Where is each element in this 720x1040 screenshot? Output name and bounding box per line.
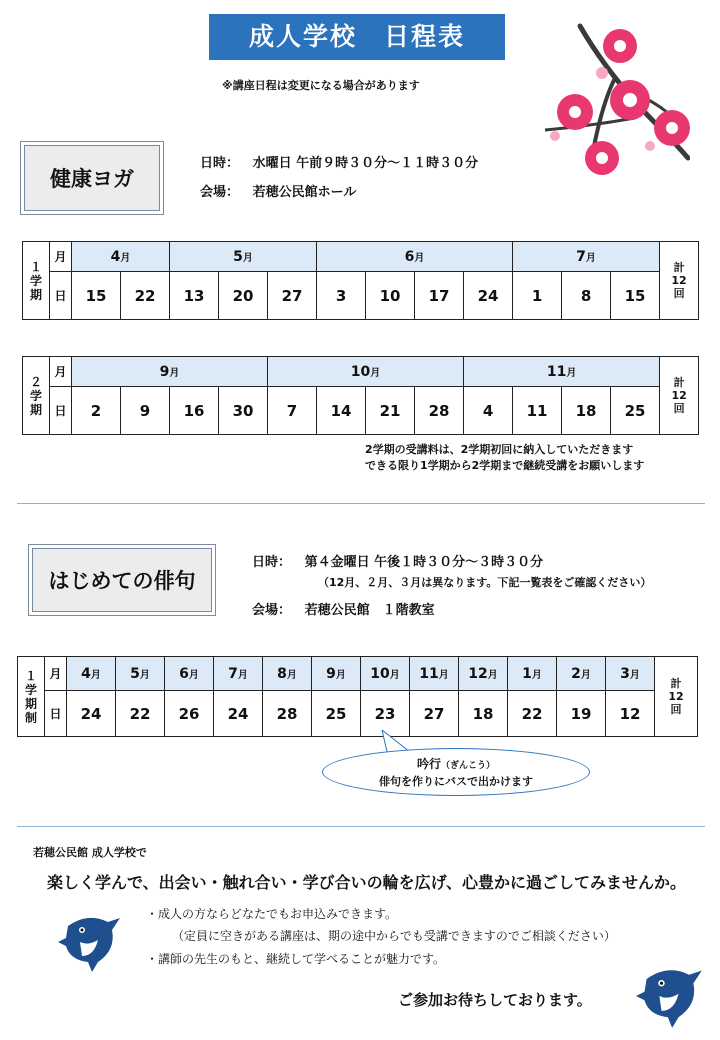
month-cell: 7月	[214, 657, 263, 691]
day-cell: 26	[165, 691, 214, 737]
ginko-bubble	[322, 748, 590, 796]
month-cell: 10月	[361, 657, 410, 691]
month-cell: 6月	[165, 657, 214, 691]
day-cell: 18	[562, 387, 611, 435]
day-cell: 15	[72, 272, 121, 320]
term-label: ２学期	[23, 357, 50, 435]
yoga-term1-table	[22, 241, 699, 320]
month-cell: 10月	[268, 357, 464, 387]
blue-bird-icon	[58, 912, 122, 974]
month-cell: 8月	[263, 657, 312, 691]
day-cell: 22	[508, 691, 557, 737]
day-header: 日	[50, 387, 72, 435]
day-cell: 12	[606, 691, 655, 737]
footer-org: 若穂公民館 成人学校で	[33, 846, 147, 859]
day-cell: 15	[611, 272, 660, 320]
day-cell: 28	[263, 691, 312, 737]
month-cell: 11月	[410, 657, 459, 691]
course-name: 健康ヨガ	[50, 167, 134, 191]
month-cell: 11月	[464, 357, 660, 387]
month-cell: 1月	[508, 657, 557, 691]
month-cell: 4月	[72, 242, 170, 272]
day-header: 日	[50, 272, 72, 320]
day-cell: 10	[366, 272, 415, 320]
bullet-1: ・成人の方ならどなたでもお申込みできます。	[146, 907, 398, 921]
month-cell: 12月	[459, 657, 508, 691]
day-cell: 21	[366, 387, 415, 435]
day-cell: 27	[268, 272, 317, 320]
day-cell: 18	[459, 691, 508, 737]
plum-blossom-branch-icon	[540, 18, 690, 188]
total-sessions: 計12回	[660, 242, 699, 320]
day-cell: 14	[317, 387, 366, 435]
yoga-term2-table	[22, 356, 699, 435]
day-cell: 25	[611, 387, 660, 435]
day-cell: 1	[513, 272, 562, 320]
day-cell: 30	[219, 387, 268, 435]
day-cell: 8	[562, 272, 611, 320]
day-cell: 17	[415, 272, 464, 320]
day-cell: 23	[361, 691, 410, 737]
month-cell: 5月	[170, 242, 317, 272]
day-cell: 22	[116, 691, 165, 737]
day-cell: 28	[415, 387, 464, 435]
month-header: 月	[45, 657, 67, 691]
day-cell: 7	[268, 387, 317, 435]
day-cell: 13	[170, 272, 219, 320]
day-header: 日	[45, 691, 67, 737]
day-cell: 22	[121, 272, 170, 320]
day-cell: 16	[170, 387, 219, 435]
total-sessions: 計12回	[655, 657, 698, 737]
day-cell: 9	[121, 387, 170, 435]
month-header: 月	[50, 357, 72, 387]
bubble-title: 吟行	[416, 757, 441, 771]
fee-note: 2学期の受講料は、2学期初回に納入していただきます できる限り1学期から2学期まで継続受講をお願いします	[365, 443, 645, 472]
month-cell: 6月	[317, 242, 513, 272]
month-cell: 4月	[67, 657, 116, 691]
month-cell: 7月	[513, 242, 660, 272]
section-divider	[17, 503, 705, 504]
haiku-datetime-note: （12月、２月、３月は異なります。下記一覧表をご確認ください）	[318, 576, 652, 589]
day-cell: 20	[219, 272, 268, 320]
month-cell: 9月	[312, 657, 361, 691]
bullet-1-sub: （定員に空きがある講座は、期の途中からでも受講できますのでご相談ください）	[172, 929, 616, 943]
day-cell: 3	[317, 272, 366, 320]
day-cell: 24	[464, 272, 513, 320]
month-header: 月	[50, 242, 72, 272]
day-cell: 24	[214, 691, 263, 737]
day-cell: 24	[67, 691, 116, 737]
footer-slogan: 楽しく学んで、出会い・触れ合い・学び合いの輪を広げ、心豊かに過ごしてみませんか。	[47, 873, 687, 892]
haiku-datetime: 日時： 第４金曜日 午後１時３０分～３時３０分	[252, 555, 544, 570]
day-cell: 19	[557, 691, 606, 737]
haiku-venue: 会場： 若穂公民館 １階教室	[252, 603, 435, 618]
month-cell: 5月	[116, 657, 165, 691]
day-cell: 4	[464, 387, 513, 435]
bubble-reading: （ぎんこう）	[441, 761, 496, 771]
day-cell: 11	[513, 387, 562, 435]
schedule-change-note: ※講座日程は変更になる場合があります	[222, 79, 420, 92]
month-cell: 9月	[72, 357, 268, 387]
bubble-text: 俳句を作りにバスで出かけます	[379, 775, 533, 788]
bullet-2: ・講師の先生のもと、継続して学べることが魅力です。	[146, 952, 446, 966]
section-divider	[17, 826, 705, 827]
course-title-yoga	[24, 145, 160, 211]
month-cell: 2月	[557, 657, 606, 691]
term-label: １学期	[23, 242, 50, 320]
day-cell: 25	[312, 691, 361, 737]
course-name: はじめての俳句	[48, 569, 196, 593]
yoga-datetime: 日時： 水曜日 午前９時３０分～１１時３０分	[200, 156, 479, 171]
month-cell: 3月	[606, 657, 655, 691]
course-title-haiku	[32, 548, 212, 612]
yoga-venue: 会場： 若穂公民館ホール	[200, 185, 357, 200]
day-cell: 27	[410, 691, 459, 737]
haiku-table	[17, 656, 698, 737]
page-title: 成人学校 日程表	[209, 14, 505, 60]
day-cell: 2	[72, 387, 121, 435]
blue-bird-icon	[636, 964, 704, 1030]
total-sessions: 計12回	[660, 357, 699, 435]
closing-message: ご参加お待ちしております。	[398, 991, 592, 1009]
term-label: １学期制	[18, 657, 45, 737]
